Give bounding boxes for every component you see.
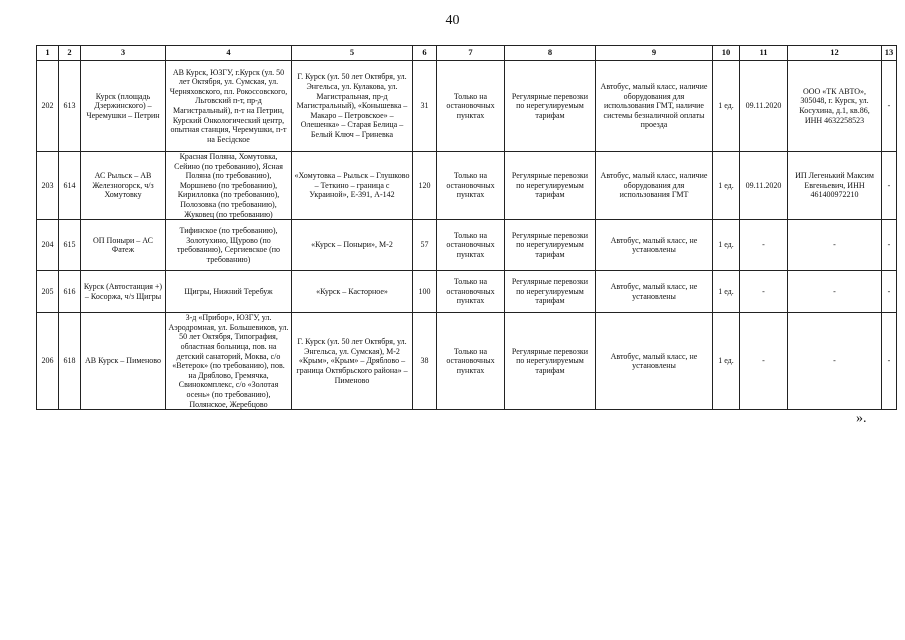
boarding-procedure: Только на остановочных пунктах bbox=[437, 313, 505, 410]
notes: - bbox=[882, 271, 897, 313]
route-registry-number: 206 bbox=[37, 313, 59, 410]
routes-table bbox=[36, 45, 897, 410]
route-serial-number: 616 bbox=[59, 271, 81, 313]
vehicle-count: 1 ед. bbox=[713, 313, 740, 410]
column-header: 2 bbox=[59, 46, 81, 61]
carrier-info: - bbox=[788, 220, 882, 271]
table-row bbox=[37, 271, 897, 313]
route-registry-number: 202 bbox=[37, 61, 59, 152]
route-streets: «Курск – Поныри», М-2 bbox=[292, 220, 413, 271]
column-header: 3 bbox=[81, 46, 166, 61]
route-registry-number: 203 bbox=[37, 152, 59, 220]
route-registry-number: 204 bbox=[37, 220, 59, 271]
route-name: Курск (площадь Дзержинского) – Черемушки – Петрин bbox=[81, 61, 166, 152]
intermediate-stops: З-д «Прибор», ЮЗГУ, ул. Аэродромная, ул. Большевиков, ул. 50 лет Октября, Типография, областная больница, пов. на детский санаторий, Моква, с/о «Ветерок» (по требованию), пов. на Дрябловo, Гремячка, Свинокомплекс, с/о «Золотая осень» (по требованию), Полянское, Жеребцово bbox=[166, 313, 292, 410]
table-row bbox=[37, 220, 897, 271]
boarding-procedure: Только на остановочных пунктах bbox=[437, 152, 505, 220]
column-header: 7 bbox=[437, 46, 505, 61]
transport-type: Регулярные перевозки по нерегулируемым тарифам bbox=[505, 152, 596, 220]
column-header: 12 bbox=[788, 46, 882, 61]
route-length: 38 bbox=[413, 313, 437, 410]
vehicle-characteristics: Автобус, малый класс, наличие оборудования для использования ГМТ bbox=[596, 152, 713, 220]
route-serial-number: 618 bbox=[59, 313, 81, 410]
carrier-info: ООО «ТК АВТО», 305048, г. Курск, ул. Косухина, д.1, кв.86, ИНН 4632258523 bbox=[788, 61, 882, 152]
vehicle-characteristics: Автобус, малый класс, наличие оборудования для использования ГМТ, наличие системы безналичной оплаты проезда bbox=[596, 61, 713, 152]
route-registry-number: 205 bbox=[37, 271, 59, 313]
start-date: - bbox=[740, 220, 788, 271]
notes: - bbox=[882, 61, 897, 152]
boarding-procedure: Только на остановочных пунктах bbox=[437, 61, 505, 152]
intermediate-stops: Щигры, Нижний Теребуж bbox=[166, 271, 292, 313]
column-header: 10 bbox=[713, 46, 740, 61]
vehicle-count: 1 ед. bbox=[713, 271, 740, 313]
notes: - bbox=[882, 220, 897, 271]
boarding-procedure: Только на остановочных пунктах bbox=[437, 220, 505, 271]
carrier-info: - bbox=[788, 271, 882, 313]
carrier-info: ИП Легенький Максим Евгеньевич, ИНН 461400972210 bbox=[788, 152, 882, 220]
transport-type: Регулярные перевозки по нерегулируемым тарифам bbox=[505, 271, 596, 313]
transport-type: Регулярные перевозки по нерегулируемым тарифам bbox=[505, 313, 596, 410]
route-name: АВ Курск – Пименово bbox=[81, 313, 166, 410]
start-date: - bbox=[740, 313, 788, 410]
column-header: 13 bbox=[882, 46, 897, 61]
route-serial-number: 613 bbox=[59, 61, 81, 152]
intermediate-stops: Тифинское (по требованию), Золотухино, Щурово (по требованию), Сергиевское (по требованию) bbox=[166, 220, 292, 271]
start-date: 09.11.2020 bbox=[740, 152, 788, 220]
route-streets: «Курск – Касторное» bbox=[292, 271, 413, 313]
carrier-info: - bbox=[788, 313, 882, 410]
vehicle-count: 1 ед. bbox=[713, 61, 740, 152]
table-row bbox=[37, 152, 897, 220]
table-row bbox=[37, 313, 897, 410]
column-header: 11 bbox=[740, 46, 788, 61]
table-row bbox=[37, 61, 897, 152]
route-streets: Г. Курск (ул. 50 лет Октября, ул. Энгельса, ул. Кулакова, ул. Магистральная, пр-д Магистральный), «Конышевка – Макаро – Петровское» – Олешенка» – Старая Белица – Белый Ключ – Гриневка bbox=[292, 61, 413, 152]
transport-type: Регулярные перевозки по нерегулируемым тарифам bbox=[505, 220, 596, 271]
route-length: 120 bbox=[413, 152, 437, 220]
route-length: 100 bbox=[413, 271, 437, 313]
vehicle-characteristics: Автобус, малый класс, не установлены bbox=[596, 271, 713, 313]
vehicle-characteristics: Автобус, малый класс, не установлены bbox=[596, 313, 713, 410]
boarding-procedure: Только на остановочных пунктах bbox=[437, 271, 505, 313]
route-length: 31 bbox=[413, 61, 437, 152]
notes: - bbox=[882, 152, 897, 220]
column-header: 8 bbox=[505, 46, 596, 61]
column-header: 4 bbox=[166, 46, 292, 61]
route-name: Курск (Автостанция +) – Косоржа, ч/з Щигры bbox=[81, 271, 166, 313]
column-header: 5 bbox=[292, 46, 413, 61]
column-header: 9 bbox=[596, 46, 713, 61]
route-streets: Г. Курск (ул. 50 лет Октября, ул. Энгельса, ул. Сумская), М-2 «Крым», «Крым» – Дрябловo – граница Октябрьского района» – Пименово bbox=[292, 313, 413, 410]
page-number: 40 bbox=[445, 13, 460, 28]
transport-type: Регулярные перевозки по нерегулируемым тарифам bbox=[505, 61, 596, 152]
route-name: ОП Поныри – АС Фатеж bbox=[81, 220, 166, 271]
column-header: 1 bbox=[37, 46, 59, 61]
route-serial-number: 614 bbox=[59, 152, 81, 220]
vehicle-count: 1 ед. bbox=[713, 152, 740, 220]
vehicle-count: 1 ед. bbox=[713, 220, 740, 271]
intermediate-stops: АВ Курск, ЮЗГУ, г.Курск (ул. 50 лет Октября, ул. Сумская, ул. Черняховского, пл. Рокоссовского, Льговский п-т, пр-д Магистральный), п-т на Петрин, Курский Онкологический центр, опытная станция, Черемушки, п-т на Бесідское bbox=[166, 61, 292, 152]
route-serial-number: 615 bbox=[59, 220, 81, 271]
intermediate-stops: Красная Поляна, Хомутовка, Сейино (по требованию), Ясная Поляна (по требованию), Моршнево (по требованию), Кирилловка (по требованию), Полозовка (по требованию), Жуковец (по требованию) bbox=[166, 152, 292, 220]
header-row bbox=[37, 46, 897, 61]
vehicle-characteristics: Автобус, малый класс, не установлены bbox=[596, 220, 713, 271]
route-length: 57 bbox=[413, 220, 437, 271]
notes: - bbox=[882, 313, 897, 410]
column-header: 6 bbox=[413, 46, 437, 61]
route-streets: «Хомутовка – Рыльск – Глушково – Теткино – граница с Украиной», Е-391, А-142 bbox=[292, 152, 413, 220]
start-date: 09.11.2020 bbox=[740, 61, 788, 152]
start-date: - bbox=[740, 271, 788, 313]
route-name: АС Рыльск – АВ Железногорск, ч/з Хомутовку bbox=[81, 152, 166, 220]
closing-quote-mark: ». bbox=[856, 411, 867, 426]
